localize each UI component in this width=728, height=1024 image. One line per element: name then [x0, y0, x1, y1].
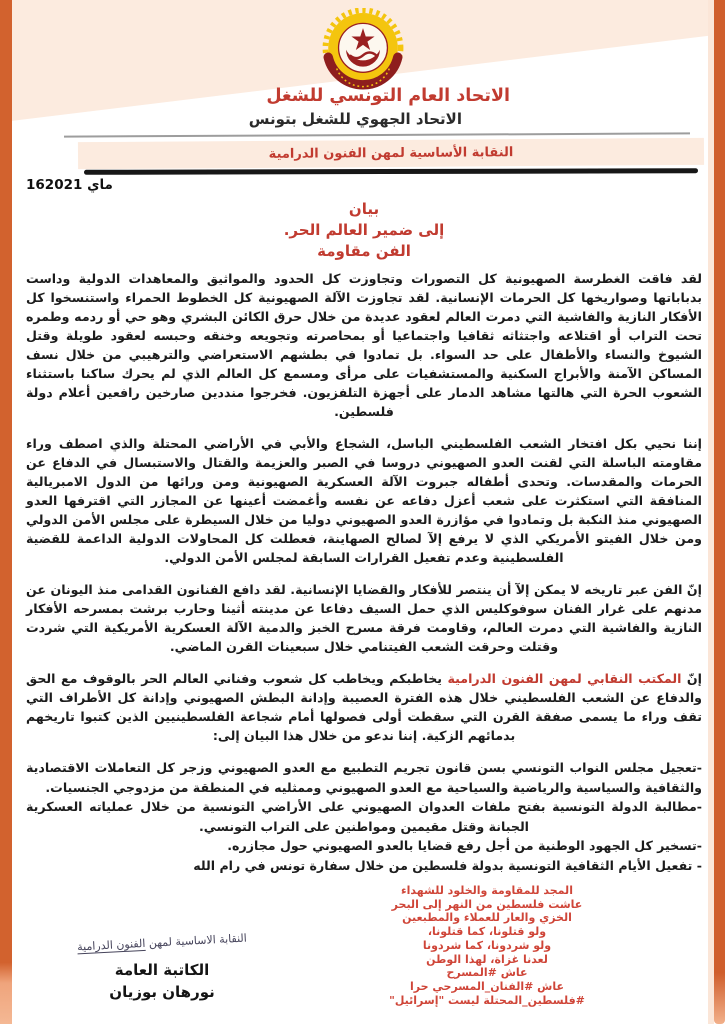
header-thin-rule [64, 132, 690, 137]
statement-body [26, 177, 702, 875]
slogans-block [322, 884, 652, 1007]
header-black-rule [84, 168, 698, 174]
stamp-text-underlined: الفنون الدرامية [76, 936, 146, 954]
paragraph-2: إننا نحيي بكل افتخار الشعب الفلسطيني الباسل، الشجاع والأبي في الأراضي المحتلة والذي اصطف وراء مقاومته الباسلة التي لقنت العدو الصهيوني دروسا في الصبر والعزيمة والقتال والاستبسال في الدفاع عن الحرمات والمقدسات. وتحدى أطفاله جبروت الآلة العسكرية الصهيونية ومن ورائها من الدول الامبريالية المنافقة التي استكثرت على شعب أعزل دفاعه عن نفسه وأغمضت أعينها عن المجازر التي اقترفها العدو الصهيوني منذ النكبة بل وتمادوا في مؤازرة العدو الصهيوني دوليا من خلال السيطرة على مجلس الأمن الدولي ومن خلال الفيتو الأمريكي الذي لا يرفع إلآ لصالح الصهاينة، فعطلت كل المحاولات الدولية الداعمة للقضية الفلسطينية وعدم تفعيل القرارات السابقة لمجلس الأمن الدولي. [26, 436, 702, 565]
title-line-2: إلى ضمير العالم الحر. [283, 221, 445, 239]
org-name-branch: النقابة الأساسية لمهن الفنون الدرامية [268, 145, 514, 162]
slogan-line: ولو شردونا، كما شردونا [422, 938, 552, 952]
slogan-line: المجد للمقاومة والخلود للشهداء [401, 884, 573, 897]
slogan-line: عاش #الفنان_المسرحي حرا [410, 979, 564, 993]
statement-title [26, 199, 702, 262]
stamp-text: النقابة الاساسية لمهن [144, 931, 248, 950]
org-name-main: الاتحاد العام التونسي للشغل [266, 86, 510, 106]
demand-item-1: -تعجيل مجلس النواب التونسي بسن قانون تجريم التطبيع مع العدو الصهيوني وزجر كل التعاملات الاقتصادية والثقافية والسياسية والرياضية والسياحية مع العدو الصهيوني وممثليه في المنطقة من مزدوجي الجنسيات. [26, 760, 702, 795]
signature-block [28, 931, 296, 1001]
document-date: 16ماي 2021 [26, 177, 113, 193]
paragraph-3: إنّ الفن عبر تاريخه لا يمكن إلآ أن ينتصر للأفكار والقضايا الإنسانية. لقد دافع الفنانون القدامى منذ اليونان عن مدنهم على غرار الفنان سوفوكليس الذي حمل السيف دفاعا عن مدينته أثينا وحارب برشت بمسرحه الأفكار النازية والفاشية التي دمرت العالم، وقاومت فرقة مسرح الخبز والدمية الآلة العسكرية الأمريكية التي شردت وقتلت وحرقت الشعب الفيتنامي خلال سبعينات القرن الماضي. [26, 582, 702, 654]
demand-item-3: -تسخير كل الجهود الوطنية من أجل رفع قضايا بالعدو الصهيوني حول مجازره. [227, 838, 702, 853]
slogan-line: ولو قتلونا، كما قتلونا، [427, 925, 547, 939]
title-line-3: الفن مقاومة [317, 242, 411, 260]
paragraph-1: لقد فاقت الغطرسة الصهيونية كل التصورات وتجاوزت كل الحدود والمواثيق والمعاهدات الدولية وداست بدباباتها وصواريخها كل الحرمات الإنسانية. لقد تجاوزت الآلة الصهيونية كل الخطوط الحمراء واستنسخوا كل الأفكار النازية والفاشية التي دمرت العالم لعقود عديدة من خلال حرق الكائن البشري وهو حي أو ردمه وطمره تحت التراب أو اقتلاعه واجتثاثه ثقافيا واجتماعيا أو بمحاصرته وتجويعه وخنقه وحبسه لعقود طويلة وقتل الشيوخ والنساء والأطفال على حد السواء. بل تمادوا في بطشهم الاستعراضي والترهيبي من خلال نسف المساكن الآمنة والأبراج السكنية والمستشفيات على مرأى ومسمع كل العالم الذي لم يحرك ساكنا باستثناء الشعوب الحرة التي هالتها مشاهد الدمار على أجهزة التلفزيون. فخرجوا منددين صارخين رافعين أعلام دولة فلسطين. [26, 271, 702, 419]
paragraph-4-rest: يخاطبكم ويخاطب كل شعوب وفناني العالم الحر بالوقوف مع الحق والدفاع عن الشعب الفلسطيني خلال هذه الفترة العصيبة وإدانة البطش الصهيوني وإدانة كل الأطراف التي تقف وراء ما يسمى صفقة القرن التي سقطت أولى فصولها أمام شجاعة الفلسطينيين الذين كتبوا تاريخهم بدمائهم الزكية. إننا ندعو من خلال هذا البيان إلى: [26, 671, 702, 743]
slogan-line: عاش #المسرح [446, 966, 528, 980]
union-office-highlight: المكتب النقابي لمهن الفنون الدرامية [447, 671, 682, 686]
slogan-line: الخزي والعار للعملاء والمطبعين [402, 911, 572, 925]
org-name-regional: الاتحاد الجهوي للشغل بتونس [248, 110, 462, 128]
demand-item-2: -مطالبة الدولة التونسية بفتح ملفات العدوان الصهيوني على الأراضي التونسية من خلال عملياته العسكرية الجبانة وقتل مقيمين ومواطنين على التراب التونسي. [26, 799, 702, 834]
paragraph-4-lead: إنّ [681, 671, 702, 686]
left-border-bar [0, 0, 12, 1024]
branch-banner [78, 138, 704, 169]
signatory-role: الكاتبة العامة [114, 961, 210, 979]
demand-item-4: - تفعيل الأيام الثقافية التونسية بدولة فلسطين من خلال سفارة تونس في رام الله [193, 857, 702, 873]
paragraph-4 [26, 669, 702, 745]
right-border-bar [714, 0, 725, 1024]
title-line-1: بيان [348, 200, 380, 218]
branch-stamp [28, 929, 296, 956]
slogan-line: لعدنا غزاة، لهذا الوطن [426, 952, 548, 966]
signatory-name: نورهان بوزيان [109, 983, 215, 1001]
demands-list [26, 758, 702, 875]
slogan-line: عاشت فلسطين من النهر إلى البحر [391, 897, 583, 911]
slogan-line: #فلسطين_المحتلة ليست "إسرائيل" [389, 993, 585, 1007]
